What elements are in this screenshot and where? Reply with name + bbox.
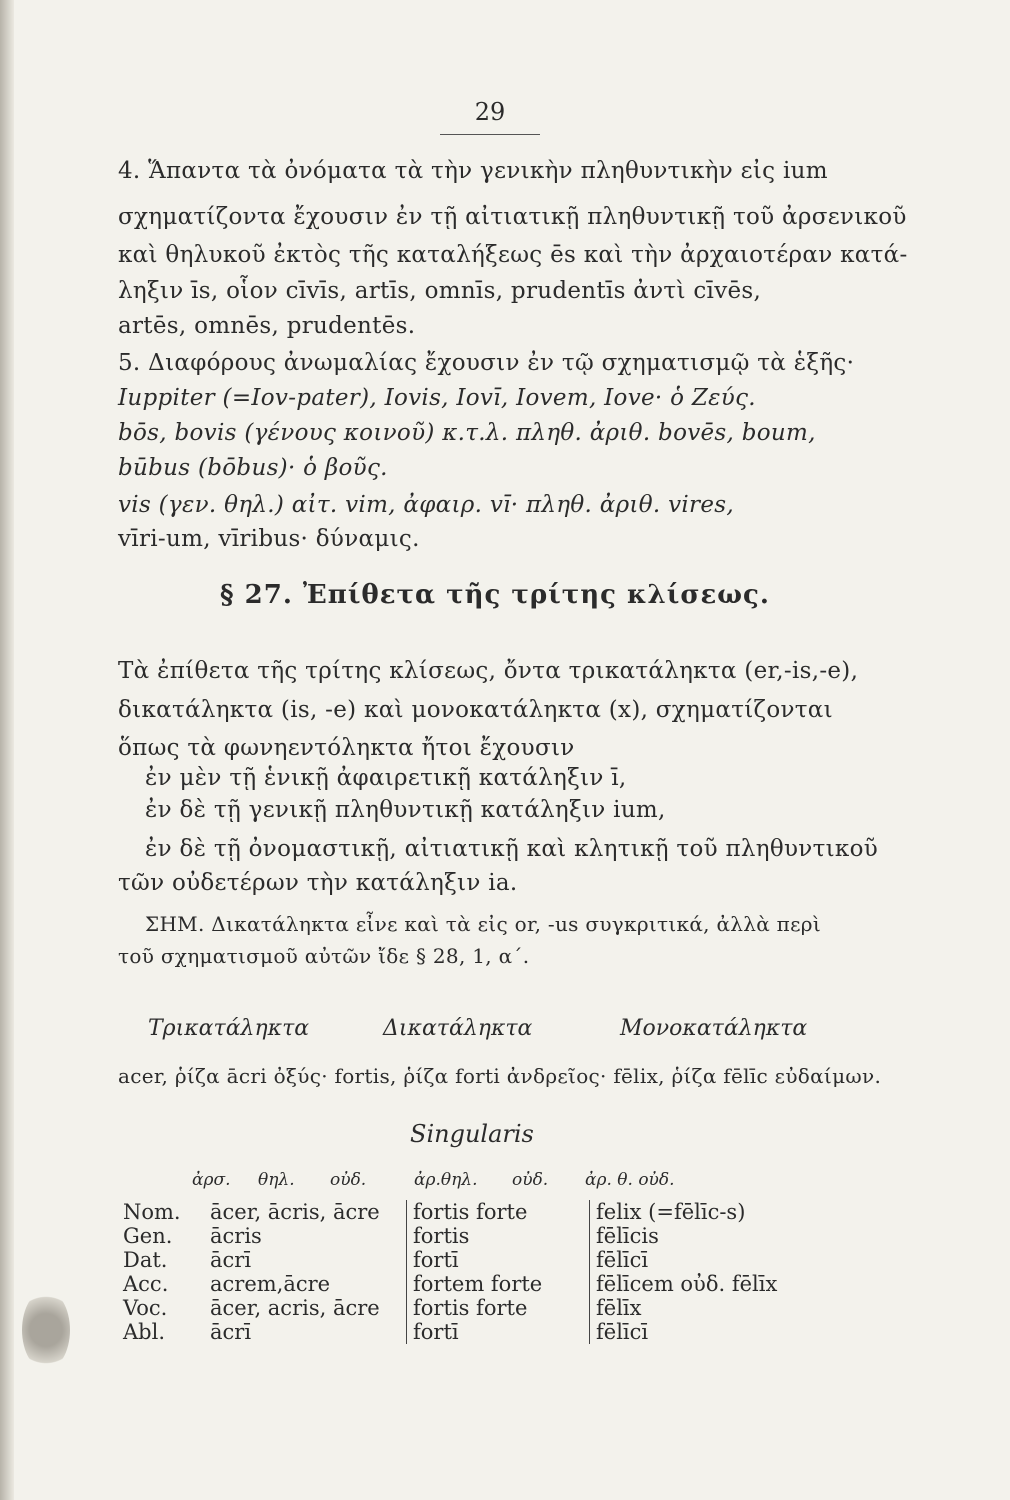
th-mf: ἀρ.θηλ. bbox=[414, 1170, 478, 1190]
para5-line-1: 5. Διαφόρους ἀνωμαλίας ἔχουσιν ἐν τῷ σχηματισμῷ τὰ ἑξῆς· bbox=[118, 350, 855, 376]
mono-cell: fēlīcī bbox=[590, 1320, 784, 1344]
mono-cell: fēlīcī bbox=[590, 1248, 784, 1272]
section-line-3: ὅπως τὰ φωνηεντόληκτα ἤτοι ἔχουσιν bbox=[118, 735, 575, 761]
th-neut2: οὐδ. bbox=[512, 1170, 549, 1190]
case-cell: Acc. bbox=[123, 1272, 169, 1296]
table-row bbox=[117, 1320, 783, 1344]
case-cell: Abl. bbox=[123, 1320, 165, 1344]
col-header-tri: Τρικατάληκτα bbox=[148, 1016, 310, 1041]
th-neut: οὐδ. bbox=[330, 1170, 367, 1190]
examples-line: acer, ῥίζα ācri ὀξύς· fortis, ῥίζα forti ἀνδρεῖος· fēlix, ῥίζα fēlīc εὐδαίμων. bbox=[118, 1064, 882, 1088]
case-cell: Gen. bbox=[123, 1224, 173, 1248]
para5-line-2: Iuppiter (=Iov-pater), Iovis, Iovī, Iovem, Iove· ὁ Ζεύς. bbox=[118, 385, 756, 411]
tri-cell: ācrī bbox=[210, 1320, 252, 1344]
case-cell: Voc. bbox=[123, 1296, 168, 1320]
note-line-1: ΣΗΜ. Δικατάληκτα εἶνε καὶ τὰ εἰς or, -us συγκριτικά, ἀλλὰ περὶ bbox=[145, 912, 821, 936]
para4-line-2: σχηματίζοντα ἔχουσιν ἐν τῇ αἰτιατικῇ πληθυντικῇ τοῦ ἀρσενικοῦ bbox=[118, 204, 907, 230]
section-line-5: ἐν δὲ τῇ γενικῇ πληθυντικῇ κατάληξιν ium, bbox=[145, 797, 666, 823]
section-heading: § 27. Ἐπίθετα τῆς τρίτης κλίσεως. bbox=[220, 580, 770, 610]
para4-line-5: artēs, omnēs, prudentēs. bbox=[118, 313, 416, 339]
table-row bbox=[117, 1224, 783, 1248]
th-masc: ἀρσ. bbox=[192, 1170, 231, 1190]
di-cell: fortis bbox=[407, 1224, 590, 1248]
mono-cell: fēlīcis bbox=[590, 1224, 784, 1248]
mono-cell: fēlīcem οὐδ. fēlīx bbox=[590, 1272, 784, 1296]
table-row bbox=[117, 1200, 783, 1224]
tri-cell: ācrī bbox=[210, 1248, 252, 1272]
col-header-di: Δικατάληκτα bbox=[383, 1016, 533, 1041]
section-line-2: δικατάληκτα (is, -e) καὶ μονοκατάληκτα (x), σχηματίζονται bbox=[118, 697, 833, 723]
di-cell: fortis forte bbox=[407, 1296, 590, 1320]
paper-stain bbox=[22, 1290, 70, 1370]
para5-line-6: vīri-um, vīribus· δύναμις. bbox=[118, 526, 420, 552]
note-line-2: τοῦ σχηματισμοῦ αὐτῶν ἴδε § 28, 1, α΄. bbox=[118, 944, 530, 968]
mono-cell: felix (=fēlīc-s) bbox=[590, 1200, 784, 1224]
th-all: ἀρ. θ. οὐδ. bbox=[585, 1170, 675, 1190]
case-cell: Dat. bbox=[123, 1248, 168, 1272]
para5-line-3: bōs, bovis (γένους κοινοῦ) κ.τ.λ. πληθ. ἀριθ. bovēs, boum, bbox=[118, 420, 816, 446]
section-line-1: Τὰ ἐπίθετα τῆς τρίτης κλίσεως, ὄντα τρικατάληκτα (er,-is,-e), bbox=[118, 658, 859, 684]
tri-cell: ācer, ācris, ācre bbox=[210, 1200, 380, 1224]
table-row bbox=[117, 1248, 783, 1272]
table-row bbox=[117, 1296, 783, 1320]
para4-line-3: καὶ θηλυκοῦ ἐκτὸς τῆς καταλήξεως ēs καὶ τὴν ἀρχαιοτέραν κατά- bbox=[118, 242, 908, 268]
col-header-mono: Μονοκατάληκτα bbox=[620, 1016, 808, 1041]
tri-cell: acrem,ācre bbox=[210, 1272, 331, 1296]
declension-table bbox=[117, 1200, 783, 1344]
para5-line-4: būbus (bōbus)· ὁ βοῦς. bbox=[118, 455, 388, 481]
para4-line-4: ληξιν īs, οἷον cīvīs, artīs, omnīs, prudentīs ἀντὶ cīvēs, bbox=[118, 278, 762, 304]
di-cell: fortī bbox=[407, 1320, 590, 1344]
table-row bbox=[117, 1272, 783, 1296]
th-fem: θηλ. bbox=[258, 1170, 295, 1190]
di-cell: fortī bbox=[407, 1248, 590, 1272]
page-edge-shadow bbox=[0, 0, 14, 1500]
para4-line-1: 4. Ἅπαντα τὰ ὀνόματα τὰ τὴν γενικὴν πληθυντικὴν εἰς ium bbox=[118, 158, 828, 184]
section-line-7: τῶν οὐδετέρων τὴν κατάληξιν ia. bbox=[118, 870, 518, 896]
section-line-4: ἐν μὲν τῇ ἑνικῇ ἀφαιρετικῇ κατάληξιν ī, bbox=[145, 765, 627, 791]
page-number: 29 bbox=[440, 98, 540, 135]
tri-cell: ācris bbox=[210, 1224, 262, 1248]
para5-line-5: vis (γεν. θηλ.) αἰτ. vim, ἀφαιρ. vī· πληθ. ἀριθ. vires, bbox=[118, 492, 734, 518]
section-line-6: ἐν δὲ τῇ ὀνομαστικῇ, αἰτιατικῇ καὶ κλητικῇ τοῦ πληθυντικοῦ bbox=[145, 836, 879, 862]
di-cell: fortis forte bbox=[407, 1200, 590, 1224]
case-cell: Nom. bbox=[123, 1200, 181, 1224]
tri-cell: ācer, acris, ācre bbox=[210, 1296, 380, 1320]
mono-cell: fēlīx bbox=[590, 1296, 784, 1320]
singularis-heading: Singularis bbox=[410, 1120, 534, 1148]
di-cell: fortem forte bbox=[407, 1272, 590, 1296]
